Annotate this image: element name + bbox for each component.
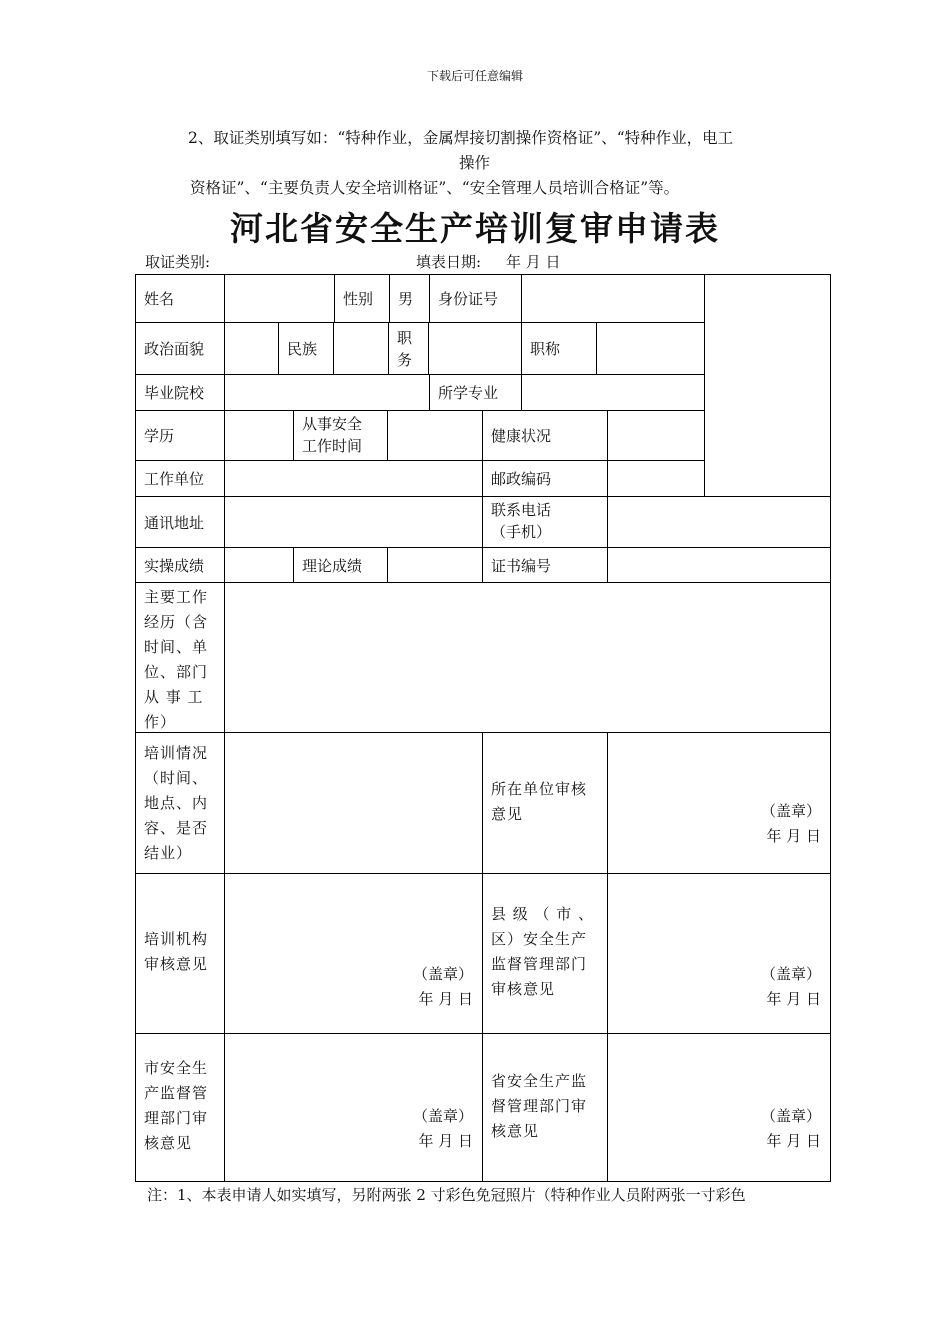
ethnicity-label: 民族	[287, 340, 318, 358]
county-seal	[761, 962, 821, 1012]
work-history-label-cell	[135, 582, 224, 732]
health-field[interactable]	[607, 410, 704, 460]
health-label: 健康状况	[491, 427, 552, 445]
position-label-2: 务	[397, 351, 413, 369]
institution-review-label-cell	[135, 873, 224, 1033]
province-review-label-cell	[482, 1033, 607, 1181]
education-label: 学历	[144, 427, 175, 445]
seal-date: 年 月 日	[766, 827, 821, 845]
safety-years-label-2: 工作时间	[302, 437, 363, 455]
city-review-label-cell	[135, 1033, 224, 1181]
ethnicity-label-cell	[278, 322, 333, 374]
major-label: 所学专业	[438, 384, 499, 402]
postcode-label-cell	[482, 460, 607, 496]
theory-score-label: 理论成绩	[302, 556, 363, 575]
gender-value: 男	[398, 290, 414, 308]
seal-text: （盖章）	[412, 965, 473, 983]
name-label-cell	[135, 274, 224, 322]
title-label-cell	[521, 322, 596, 374]
major-field[interactable]	[521, 374, 704, 410]
school-label: 毕业院校	[144, 384, 205, 402]
health-label-cell	[482, 410, 607, 460]
province-review-field[interactable]	[607, 1033, 830, 1181]
seal-text: （盖章）	[760, 802, 821, 820]
instruction-line-1: 2、取证类别填写如：“特种作业，金属焊接切割操作资格证”、“特种作业，电工	[188, 129, 734, 147]
seal-date: 年 月 日	[766, 1132, 821, 1150]
theory-score-label-cell	[293, 547, 387, 582]
name-label: 姓名	[144, 290, 175, 308]
safety-years-field[interactable]	[387, 410, 482, 460]
footnote: 注：1、本表申请人如实填写，另附两张 2 寸彩色免冠照片（特种作业人员附两张一寸彩色	[147, 1186, 746, 1204]
phone-label-cell	[482, 496, 607, 547]
safety-years-label-1: 从事安全	[302, 415, 363, 433]
id-label: 身份证号	[438, 290, 499, 308]
training-field[interactable]	[224, 732, 482, 873]
address-label: 通讯地址	[144, 513, 205, 532]
address-label-cell	[135, 496, 224, 547]
employer-seal	[761, 799, 821, 849]
political-label: 政治面貌	[144, 340, 205, 358]
date-fields: 年 月 日	[506, 253, 561, 271]
seal-text: （盖章）	[412, 1107, 473, 1125]
employer-review-label: 所在单位审核意见	[491, 780, 588, 823]
city-review-label: 市安全生产监督管理部门审核意见	[144, 1059, 209, 1152]
county-review-label-cell	[482, 873, 607, 1033]
gender-label-cell	[334, 274, 389, 322]
address-field[interactable]	[224, 496, 482, 547]
province-review-label: 省安全生产监督管理部门审核意见	[491, 1072, 588, 1140]
date-label: 填表日期:	[416, 253, 482, 271]
phone-field[interactable]	[607, 496, 830, 547]
county-review-label: 县 级 （ 市 、区）安全生产监督管理部门审核意见	[491, 905, 595, 998]
theory-score-field[interactable]	[387, 547, 482, 582]
county-review-field[interactable]	[607, 873, 830, 1033]
phone-label-1: 联系电话	[491, 501, 552, 519]
table-right-border	[830, 274, 831, 1182]
title-field[interactable]	[596, 322, 704, 374]
cert-no-label: 证书编号	[491, 556, 552, 575]
school-field[interactable]	[224, 374, 429, 410]
page-title: 河北省安全生产培训复审申请表	[230, 209, 720, 248]
practical-score-label: 实操成绩	[144, 556, 205, 575]
institution-seal	[413, 962, 473, 1012]
id-field[interactable]	[521, 274, 704, 322]
employer-label: 工作单位	[144, 470, 205, 488]
employer-field[interactable]	[224, 460, 482, 496]
training-label: 培训情况（时间、地点、内容、是否结业）	[144, 744, 209, 862]
major-label-cell	[429, 374, 521, 410]
cert-no-field[interactable]	[607, 547, 830, 582]
education-field[interactable]	[224, 410, 293, 460]
seal-text: （盖章）	[760, 1107, 821, 1125]
institution-review-field[interactable]	[224, 873, 482, 1033]
education-label-cell	[135, 410, 224, 460]
ethnicity-field[interactable]	[333, 322, 388, 374]
position-label-1: 职	[397, 329, 413, 347]
training-label-cell	[135, 732, 224, 873]
work-history-field[interactable]	[224, 582, 830, 732]
header-note: 下载后可任意编辑	[426, 69, 523, 83]
seal-text: （盖章）	[760, 965, 821, 983]
cert-no-label-cell	[482, 547, 607, 582]
name-field[interactable]	[224, 274, 334, 322]
practical-score-field[interactable]	[224, 547, 293, 582]
seal-date: 年 月 日	[418, 1132, 473, 1150]
phone-label-2: （手机）	[491, 523, 552, 541]
id-label-cell	[429, 274, 521, 322]
political-label-cell	[135, 322, 224, 374]
city-review-field[interactable]	[224, 1033, 482, 1181]
employer-label-cell	[135, 460, 224, 496]
table-bottom-border	[135, 1181, 831, 1182]
city-seal	[413, 1104, 473, 1154]
gender-field[interactable]	[389, 274, 429, 322]
seal-date: 年 月 日	[766, 990, 821, 1008]
instruction-line-3: 资格证”、“主要负责人安全培训格证”、“安全管理人员培训合格证”等。	[190, 179, 680, 197]
employer-review-field[interactable]	[607, 732, 830, 873]
position-label-cell	[388, 322, 428, 374]
institution-review-label: 培训机构审核意见	[144, 930, 209, 973]
title-label: 职称	[530, 340, 561, 358]
practical-score-label-cell	[135, 547, 224, 582]
province-seal	[761, 1104, 821, 1154]
position-field[interactable]	[428, 322, 521, 374]
gender-label: 性别	[343, 290, 374, 308]
seal-date: 年 月 日	[418, 990, 473, 1008]
category-label: 取证类别:	[145, 253, 211, 271]
employer-review-label-cell	[482, 732, 607, 873]
instruction-line-2: 操作	[459, 154, 491, 172]
postcode-label: 邮政编码	[491, 470, 552, 488]
work-history-label: 主要工作经历（含时间、单位、部门从 事 工作）	[144, 588, 209, 731]
safety-years-label-cell	[293, 410, 387, 460]
postcode-field[interactable]	[607, 460, 704, 496]
school-label-cell	[135, 374, 224, 410]
photo-box	[704, 274, 830, 496]
political-field[interactable]	[224, 322, 278, 374]
